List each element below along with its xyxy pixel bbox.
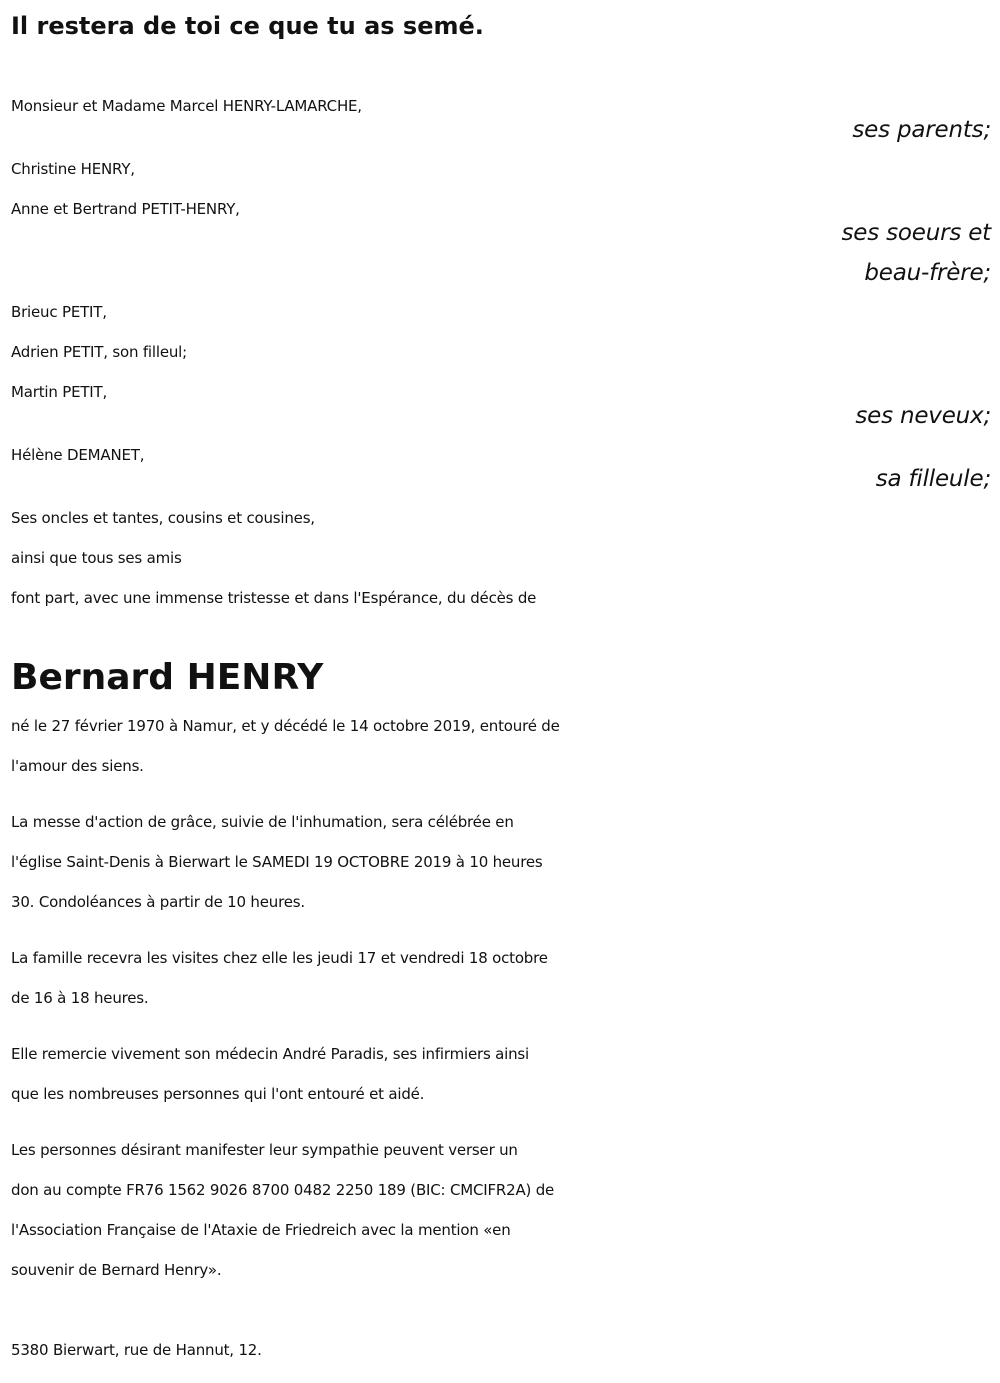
mass-line-1: La messe d'action de grâce, suivie de l'inhumation, sera célébrée en [11, 813, 514, 831]
parents-role: ses parents; [852, 117, 991, 143]
mass-paragraph [11, 802, 991, 922]
nephews-role: ses neveux; [855, 403, 991, 429]
others-block [11, 498, 991, 618]
goddaughter-role: sa filleule; [875, 466, 991, 492]
thanks-paragraph [11, 1034, 991, 1114]
sister-line-2: Anne et Bertrand PETIT-HENRY, [11, 200, 240, 218]
deceased-block [11, 656, 991, 700]
nephew-line-2: Adrien PETIT, son filleul; [11, 343, 187, 361]
goddaughter-line: Hélène DEMANET, [11, 446, 145, 464]
birth-line-1: né le 27 février 1970 à Namur, et y décédé le 14 octobre 2019, entouré de [11, 717, 560, 735]
donation-paragraph [11, 1130, 991, 1290]
others-line-1: Ses oncles et tantes, cousins et cousines, [11, 509, 315, 527]
sisters-role-block [11, 213, 991, 293]
visits-paragraph [11, 938, 991, 1018]
visits-line-1: La famille recevra les visites chez elle les jeudi 17 et vendredi 18 octobre [11, 949, 548, 967]
visits-line-2: de 16 à 18 heures. [11, 989, 149, 1007]
nephew-line-3: Martin PETIT, [11, 383, 108, 401]
nephews-role-block [11, 396, 991, 436]
address-line: 5380 Bierwart, rue de Hannut, 12. [11, 1341, 262, 1359]
nephews-block [11, 292, 991, 412]
donation-line-2: don au compte FR76 1562 9026 8700 0482 2250 189 (BIC: CMCIFR2A) de [11, 1181, 555, 1199]
donation-line-1: Les personnes désirant manifester leur sympathie peuvent verser un [11, 1141, 518, 1159]
parents-line: Monsieur et Madame Marcel HENRY-LAMARCHE, [11, 97, 362, 115]
thanks-line-1: Elle remercie vivement son médecin André Paradis, ses infirmiers ainsi [11, 1045, 530, 1063]
mass-line-2: l'église Saint-Denis à Bierwart le SAMEDI 19 OCTOBRE 2019 à 10 heures [11, 853, 543, 871]
donation-line-4: souvenir de Bernard Henry». [11, 1261, 222, 1279]
deceased-name: Bernard HENRY [11, 657, 324, 698]
parents-role-block [11, 110, 991, 150]
epigraph: Il restera de toi ce que tu as semé. [11, 12, 484, 40]
mass-line-3: 30. Condoléances à partir de 10 heures. [11, 893, 305, 911]
sisters-role-2: beau-frère; [864, 260, 991, 286]
sisters-role-1: ses soeurs et [841, 220, 991, 246]
nephew-line-1: Brieuc PETIT, [11, 303, 107, 321]
goddaughter-role-block [11, 459, 991, 499]
others-line-2: ainsi que tous ses amis [11, 549, 182, 567]
address-block [11, 1330, 991, 1370]
donation-line-3: l'Association Française de l'Ataxie de Friedreich avec la mention «en [11, 1221, 511, 1239]
sister-line-1: Christine HENRY, [11, 160, 135, 178]
thanks-line-2: que les nombreuses personnes qui l'ont entouré et aidé. [11, 1085, 425, 1103]
announce-line: font part, avec une immense tristesse et dans l'Espérance, du décès de [11, 589, 537, 607]
birth-line-2: l'amour des siens. [11, 757, 144, 775]
birth-paragraph [11, 706, 991, 786]
